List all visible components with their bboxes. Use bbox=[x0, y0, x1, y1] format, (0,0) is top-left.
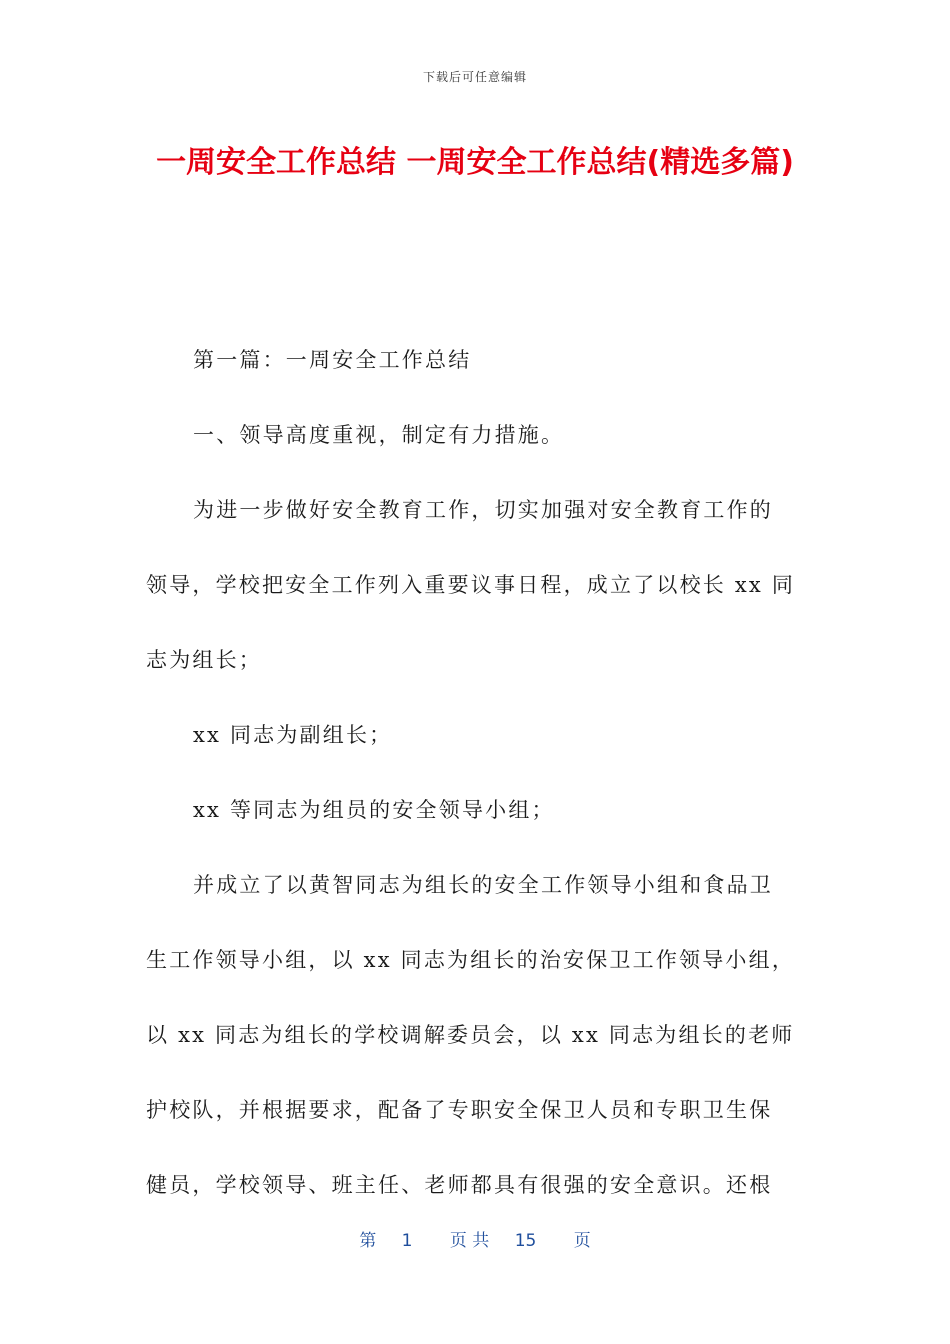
paragraph-line: 一、领导高度重视，制定有力措施。 bbox=[193, 423, 565, 447]
paragraph-line: 第一篇：一周安全工作总结 bbox=[193, 348, 472, 372]
paragraph-line: 以 xx 同志为组长的学校调解委员会，以 xx 同志为组长的老师 bbox=[146, 1023, 795, 1047]
paragraph-line: 为进一步做好安全教育工作，切实加强对安全教育工作的 bbox=[193, 498, 773, 522]
footer-prefix: 第 bbox=[359, 1231, 377, 1251]
paragraph-line: 生工作领导小组，以 xx 同志为组长的治安保卫工作领导小组， bbox=[146, 948, 796, 972]
header-note: 下载后可任意编辑 bbox=[422, 70, 527, 84]
footer-suffix: 页 bbox=[573, 1231, 591, 1251]
paragraph-line: xx 同志为副组长； bbox=[193, 723, 393, 747]
paragraph-line: 志为组长； bbox=[146, 648, 262, 672]
paragraph-line: 并成立了以黄智同志为组长的安全工作领导小组和食品卫 bbox=[193, 873, 773, 897]
paragraph-line: xx 等同志为组员的安全领导小组； bbox=[193, 798, 555, 822]
paragraph-line: 领导，学校把安全工作列入重要议事日程，成立了以校长 xx 同 bbox=[146, 573, 796, 597]
paragraph-line: 护校队，并根据要求，配备了专职安全保卫人员和专职卫生保 bbox=[146, 1098, 773, 1122]
paragraph-line: 健员，学校领导、班主任、老师都具有很强的安全意识。还根 bbox=[146, 1173, 773, 1197]
footer-page-number: 1 bbox=[401, 1231, 413, 1251]
document-body bbox=[146, 323, 806, 1223]
page-footer bbox=[0, 1226, 950, 1251]
document-title: 一周安全工作总结 一周安全工作总结(精选多篇) bbox=[156, 145, 794, 180]
footer-middle: 页 共 bbox=[449, 1231, 490, 1251]
footer-total-pages: 15 bbox=[514, 1231, 537, 1251]
